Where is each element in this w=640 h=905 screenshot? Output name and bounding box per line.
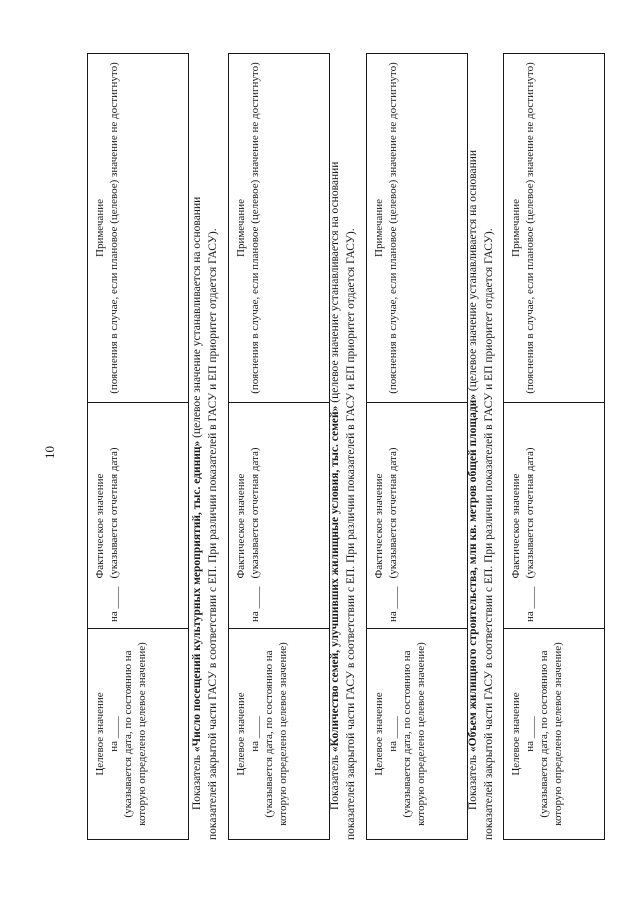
note-description: (пояснения в случае, если плановое (целевое) значение не достигнуто) [249,62,262,394]
indicator-heading-3 [466,53,497,840]
target-label: Целевое значение [510,692,522,776]
indicator-prefix: Показатель [191,754,203,810]
target-label: Целевое значение [373,692,385,776]
table-row [229,54,330,840]
indicator-prefix: Показатель [329,754,341,810]
indicator-title: «Количество семей, улучшивших жилищные условия, тыс. семей» [329,405,341,753]
note-description: (пояснения в случае, если плановое (целевое) значение не достигнуто) [524,62,537,394]
note-cell [229,54,330,403]
fact-date-prefix: на ____ [524,586,537,622]
indicator-note-start: (целевое значение устанавливается на основании [467,149,479,392]
target-description: (указывается дата, по состоянию на которую определено целевое значение) [122,642,149,826]
indicator-note-end: показателей закрытой части ГАСУ в соответствии с ЕП. При различии показателей в ГАСУ и ЕП приоритет отдается ГАСУ). [206,228,219,840]
table-row [367,54,468,840]
indicator-table-3 [503,53,603,840]
fact-label: Фактическое значение [510,473,522,579]
indicator-title: «Число посещений культурных мероприятий, тыс. единиц» [191,440,203,753]
indicator-note-end: показателей закрытой части ГАСУ в соответствии с ЕП. При различии показателей в ГАСУ и ЕП приоритет отдается ГАСУ). [482,228,495,840]
target-label: Целевое значение [94,692,106,776]
target-date-line: на ____ [524,716,537,752]
note-label: Примечание [510,199,522,257]
indicator-table-continued [87,53,187,840]
fact-description: (указывается отчетная дата) [108,447,121,579]
indicator-prefix: Показатель [467,754,479,810]
fact-label: Фактическое значение [235,473,247,579]
fact-value-cell [504,403,605,629]
fact-label: Фактическое значение [373,473,385,579]
target-date-line: на ____ [108,716,121,752]
indicator-note-start: (целевое значение устанавливается на основании [329,161,341,403]
fact-description: (указывается отчетная дата) [524,447,537,579]
indicator-table [87,53,189,840]
indicator-table [228,53,330,840]
target-description: (указывается дата, по состоянию на которую определено целевое значение) [401,642,428,826]
indicator-table-1 [228,53,328,840]
target-value-cell [367,629,468,840]
fact-date-prefix: на ____ [108,586,121,622]
target-date-line: на ____ [249,716,262,752]
fact-description: (указывается отчетная дата) [249,447,262,579]
target-date-line: на ____ [387,716,400,752]
note-label: Примечание [94,199,106,257]
note-description: (пояснения в случае, если плановое (целевое) значение не достигнуто) [108,62,121,394]
table-row [504,54,605,840]
target-label: Целевое значение [235,692,247,776]
fact-label: Фактическое значение [94,473,106,579]
page-number: 10 [42,446,57,459]
target-value-cell [504,629,605,840]
indicator-title: «Объем жилищного строительства, млн кв. метров общей площади» [467,393,479,753]
indicator-table [503,53,605,840]
indicator-note-end: показателей закрытой части ГАСУ в соответствии с ЕП. При различии показателей в ГАСУ и ЕП приоритет отдается ГАСУ). [344,228,357,840]
target-description: (указывается дата, по состоянию на которую определено целевое значение) [538,642,565,826]
target-value-cell [88,629,189,840]
note-label: Примечание [373,199,385,257]
fact-date-prefix: на ____ [249,586,262,622]
fact-value-cell [88,403,189,629]
note-description: (пояснения в случае, если плановое (целевое) значение не достигнуто) [387,62,400,394]
target-value-cell [229,629,330,840]
note-cell [504,54,605,403]
fact-description: (указывается отчетная дата) [387,447,400,579]
indicator-note-start: (целевое значение устанавливается на основании [191,196,203,438]
note-cell [88,54,189,403]
fact-date-prefix: на ____ [387,586,400,622]
fact-value-cell [229,403,330,629]
target-description: (указывается дата, по состоянию на которую определено целевое значение) [263,642,290,826]
fact-value-cell [367,403,468,629]
note-label: Примечание [235,199,247,257]
table-row [88,54,189,840]
indicator-heading-1 [190,53,221,840]
note-cell [367,54,468,403]
indicator-heading-2 [328,53,359,840]
indicator-table-2 [366,53,466,840]
indicator-table [366,53,468,840]
